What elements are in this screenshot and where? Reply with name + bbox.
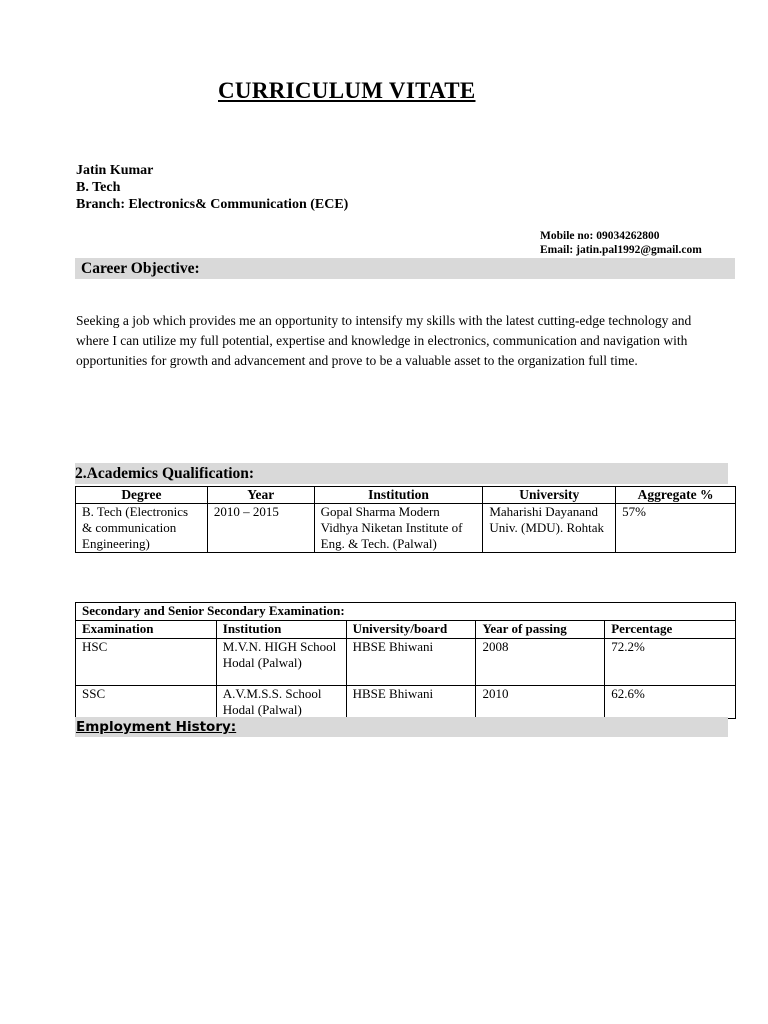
academics-table bbox=[75, 486, 736, 553]
secondary-col-examination: Examination bbox=[76, 621, 217, 639]
candidate-degree: B. Tech bbox=[76, 180, 121, 195]
academics-university-cell: Maharishi Dayanand Univ. (MDU). Rohtak bbox=[483, 504, 616, 553]
academics-aggregate-cell: 57% bbox=[616, 504, 736, 553]
secondary-heading-row bbox=[76, 603, 736, 621]
secondary-col-percentage: Percentage bbox=[605, 621, 736, 639]
table-row bbox=[76, 686, 736, 719]
candidate-name: Jatin Kumar bbox=[76, 163, 154, 178]
secondary-institution-cell: A.V.M.S.S. School Hodal (Palwal) bbox=[216, 686, 346, 719]
secondary-col-year: Year of passing bbox=[476, 621, 605, 639]
secondary-year-cell: 2010 bbox=[476, 686, 605, 719]
academics-institution-cell: Gopal Sharma Modern Vidhya Niketan Institute of Eng. & Tech. (Palwal) bbox=[314, 504, 483, 553]
mobile-line bbox=[540, 230, 659, 242]
secondary-heading: Secondary and Senior Secondary Examination: bbox=[76, 603, 736, 621]
academics-col-degree: Degree bbox=[76, 487, 208, 504]
academics-col-year: Year bbox=[207, 487, 314, 504]
email-label: Email: bbox=[540, 244, 577, 256]
secondary-exam-cell: SSC bbox=[76, 686, 217, 719]
academics-col-aggregate: Aggregate % bbox=[616, 487, 736, 504]
secondary-percentage-cell: 62.6% bbox=[605, 686, 736, 719]
candidate-branch: Branch: Electronics& Communication (ECE) bbox=[76, 197, 349, 212]
table-row bbox=[76, 504, 736, 553]
academics-col-university: University bbox=[483, 487, 616, 504]
mobile-number: 09034262800 bbox=[596, 230, 660, 242]
academics-degree-cell: B. Tech (Electronics & communication Engineering) bbox=[76, 504, 208, 553]
email-address: jatin.pal1992@gmail.com bbox=[576, 244, 702, 256]
mobile-label: Mobile no: bbox=[540, 230, 597, 242]
career-objective-heading: Career Objective: bbox=[81, 260, 200, 277]
academics-header-row bbox=[76, 487, 736, 504]
secondary-exam-cell: HSC bbox=[76, 639, 217, 686]
employment-heading: Employment History: bbox=[76, 719, 237, 735]
email-line bbox=[540, 244, 702, 256]
academics-heading-bar bbox=[75, 463, 728, 484]
academics-year-cell: 2010 – 2015 bbox=[207, 504, 314, 553]
secondary-board-cell: HBSE Bhiwani bbox=[346, 686, 476, 719]
document-title: CURRICULUM VITATE bbox=[218, 78, 476, 103]
secondary-col-institution: Institution bbox=[216, 621, 346, 639]
secondary-percentage-cell: 72.2% bbox=[605, 639, 736, 686]
secondary-header-row bbox=[76, 621, 736, 639]
secondary-institution-cell: M.V.N. HIGH School Hodal (Palwal) bbox=[216, 639, 346, 686]
academics-col-institution: Institution bbox=[314, 487, 483, 504]
secondary-col-board: University/board bbox=[346, 621, 476, 639]
career-objective-text: Seeking a job which provides me an opportunity to intensify my skills with the latest cutting-edge technology and where I can utilize my full potential, expertise and knowledge in electronics, communication and navigation with opportunities for growth and advancement and prove to be a valuable asset to the organization full time. bbox=[76, 313, 692, 368]
employment-heading-bar bbox=[75, 717, 728, 737]
secondary-year-cell: 2008 bbox=[476, 639, 605, 686]
table-row bbox=[76, 639, 736, 686]
secondary-board-cell: HBSE Bhiwani bbox=[346, 639, 476, 686]
academics-heading: 2.Academics Qualification: bbox=[75, 465, 255, 482]
career-objective-heading-bar bbox=[75, 258, 735, 279]
secondary-table bbox=[75, 602, 736, 719]
